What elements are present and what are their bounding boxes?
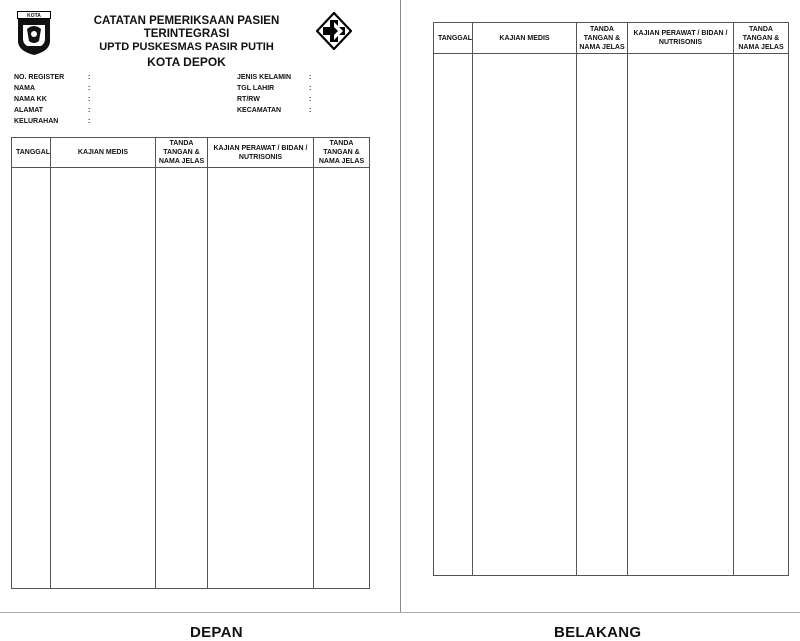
shield-icon [17,19,51,55]
col-kajian-perawat: KAJIAN PERAWAT / BIDAN / NUTRISONIS [208,138,314,168]
cell-kajian-medis[interactable] [473,54,577,576]
document-title: CATATAN PEMERIKSAAN PASIEN TERINTEGRASI [93,15,280,40]
label-back: BELAKANG [554,624,642,641]
field-rt-rw [237,96,312,103]
field-colon: : [309,107,312,114]
cell-tanggal[interactable] [434,54,473,576]
col-tanda-tangan: TANDA TANGAN & NAMA JELAS [734,23,789,54]
back-page [401,0,800,612]
col-tanggal: TANGGAL [12,138,51,168]
label-front: DEPAN [190,624,243,641]
field-colon: : [88,74,91,81]
field-nama [14,85,91,92]
field-label: JENIS KELAMIN [237,74,292,81]
cell-kajian-medis[interactable] [51,168,156,589]
col-kajian-medis: KAJIAN MEDIS [51,138,156,168]
table-header-row [434,23,789,54]
field-kelurahan [14,118,91,125]
cell-tanggal[interactable] [12,168,51,589]
col-tanggal: TANGGAL [434,23,473,54]
field-colon: : [309,74,312,81]
field-kecamatan [237,107,312,114]
field-tgl-lahir [237,85,312,92]
field-label: KELURAHAN [14,118,59,125]
back-record-table [433,22,789,576]
table-body-row [12,168,370,589]
field-colon: : [88,107,91,114]
cell-tanda-tangan[interactable] [156,168,208,589]
document-header [60,15,313,71]
table-body-row [434,54,789,576]
field-label: RT/RW [237,96,260,103]
field-label: KECAMATAN [237,107,282,114]
cell-tanda-tangan[interactable] [314,168,370,589]
table-header-row [12,138,370,168]
field-label: NAMA [14,85,35,92]
logo-caption: KOTA [17,11,51,19]
bottom-divider [0,612,800,613]
field-colon: : [88,96,91,103]
field-colon: : [309,85,312,92]
col-kajian-medis: KAJIAN MEDIS [473,23,577,54]
col-tanda-tangan: TANDA TANGAN & NAMA JELAS [156,138,208,168]
cell-kajian-perawat[interactable] [628,54,734,576]
field-label: TGL LAHIR [237,85,275,92]
document-subtitle: UPTD PUSKESMAS PASIR PUTIH [99,41,274,53]
col-kajian-perawat: KAJIAN PERAWAT / BIDAN / NUTRISONIS [628,23,734,54]
field-colon: : [88,85,91,92]
puskesmas-logo-icon [316,12,352,50]
col-tanda-tangan: TANDA TANGAN & NAMA JELAS [314,138,370,168]
field-nama-kk [14,96,91,103]
field-label: NAMA KK [14,96,47,103]
field-alamat [14,107,91,114]
field-label: NO. REGISTER [14,74,65,81]
field-colon: : [88,118,91,125]
cell-tanda-tangan[interactable] [577,54,628,576]
field-label: ALAMAT [14,107,44,114]
kota-depok-logo [17,11,51,55]
field-colon: : [309,96,312,103]
front-page [0,0,400,612]
front-record-table [11,137,370,589]
document-city: KOTA DEPOK [147,55,226,69]
cell-tanda-tangan[interactable] [734,54,789,576]
field-jenis-kelamin [237,74,312,81]
cell-kajian-perawat[interactable] [208,168,314,589]
col-tanda-tangan: TANDA TANGAN & NAMA JELAS [577,23,628,54]
field-no-register [14,74,91,81]
